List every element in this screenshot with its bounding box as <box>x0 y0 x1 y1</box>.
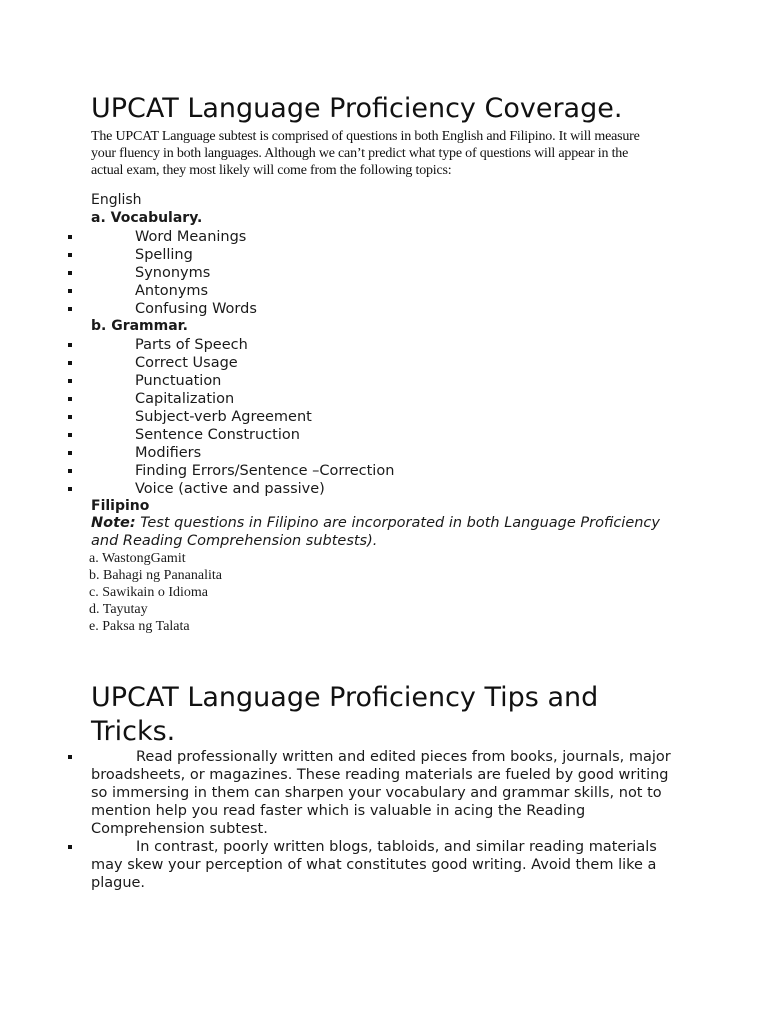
list-item: Capitalization <box>0 390 700 408</box>
note-text: Test questions in Filipino are incorporated in both Language Proficiency and Reading Comprehension subtests). <box>91 515 660 549</box>
list-item: Correct Usage <box>0 354 700 372</box>
list-item: Subject-verb Agreement <box>0 408 700 426</box>
list-item: Confusing Words <box>0 300 700 318</box>
bullet-icon <box>68 271 72 275</box>
list-item: Voice (active and passive) <box>0 480 700 498</box>
list-item: Modifiers <box>0 444 700 462</box>
section-title-tips: UPCAT Language Proficiency Tips and Tricks. <box>91 682 599 747</box>
bullet-icon <box>68 433 72 437</box>
bullet-icon <box>68 253 72 257</box>
list-item: a. WastongGamit <box>89 551 186 566</box>
note-label: Note: <box>91 515 136 531</box>
list-item: Parts of Speech <box>0 336 700 354</box>
list-item: Word Meanings <box>0 228 700 246</box>
list-item: Punctuation <box>0 372 700 390</box>
bullet-icon <box>68 845 72 849</box>
grammar-list <box>0 336 700 498</box>
section-title-coverage: UPCAT Language Proficiency Coverage. <box>91 93 623 124</box>
bullet-icon <box>68 379 72 383</box>
grammar-heading: b. Grammar. <box>91 318 188 334</box>
bullet-icon <box>68 487 72 491</box>
list-item: e. Paksa ng Talata <box>89 619 190 634</box>
list-item: Spelling <box>0 246 700 264</box>
note-paragraph <box>91 514 691 550</box>
bullet-icon <box>68 451 72 455</box>
list-item: Synonyms <box>0 264 700 282</box>
list-item: b. Bahagi ng Pananalita <box>89 568 222 583</box>
list-item: Read professionally written and edited pieces from books, journals, major broadsheets, or magazines. These reading materials are fueled by good writing so immersing in them can sharpen your vocabulary and grammar skills, not to mention help you read faster which is valuable in acing the Reading Comprehension subtest. <box>0 748 768 838</box>
list-item: Antonyms <box>0 282 700 300</box>
bullet-icon <box>68 235 72 239</box>
intro-paragraph: The UPCAT Language subtest is comprised of questions in both English and Filipino. It will measure your fluency in both languages. Although we can’t predict what type of questions will appear in the actual exam, they most likely will come from the following topics: <box>91 129 640 178</box>
list-item: In contrast, poorly written blogs, tabloids, and similar reading materials may skew your perception of what constitutes good writing. Avoid them like a plague. <box>0 838 768 892</box>
bullet-icon <box>68 361 72 365</box>
bullet-icon <box>68 415 72 419</box>
filipino-list <box>89 550 222 635</box>
list-item: c. Sawikain o Idioma <box>89 585 208 600</box>
bullet-icon <box>68 469 72 473</box>
filipino-label: Filipino <box>91 498 150 514</box>
tips-list <box>0 748 768 892</box>
bullet-icon <box>68 755 72 759</box>
vocabulary-list <box>0 228 700 318</box>
bullet-icon <box>68 343 72 347</box>
bullet-icon <box>68 289 72 293</box>
vocabulary-heading: a. Vocabulary. <box>91 210 203 226</box>
list-item: d. Tayutay <box>89 602 148 617</box>
list-item: Finding Errors/Sentence –Correction <box>0 462 700 480</box>
bullet-icon <box>68 397 72 401</box>
english-label: English <box>91 192 142 208</box>
list-item: Sentence Construction <box>0 426 700 444</box>
bullet-icon <box>68 307 72 311</box>
